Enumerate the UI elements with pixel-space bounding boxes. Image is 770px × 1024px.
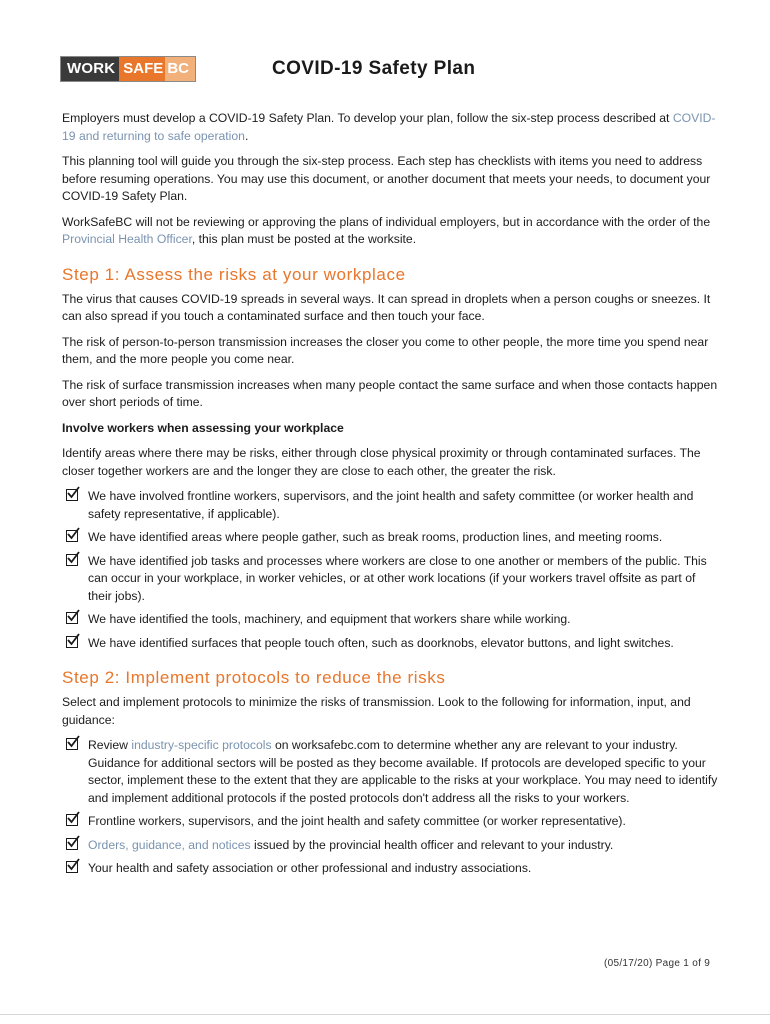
- step2-checklist: [62, 737, 718, 878]
- step1-sub-paragraph: Identify areas where there may be risks, either through close physical proximity or through contaminated surfaces. The closer together workers are and the longer they are close to each other, the greater the risk.: [62, 446, 701, 478]
- step1-paragraph: The risk of surface transmission increases when many people contact the same surface and when those contacts happen over short periods of time.: [62, 377, 718, 409]
- industry-protocols-link[interactable]: industry-specific protocols: [131, 738, 272, 752]
- checkbox-checked-icon[interactable]: [66, 838, 78, 850]
- logo-safe: SAFE: [119, 57, 165, 81]
- step2-intro: Select and implement protocols to minimize the risks of transmission. Look to the following for information, input, and guidance:: [62, 695, 691, 727]
- step1-subheading: Involve workers when assessing your workplace: [62, 420, 344, 435]
- page-footer: (05/17/20) Page 1 of 9: [604, 958, 711, 969]
- step1-checklist: [62, 488, 718, 652]
- logo-work: WORK: [61, 57, 119, 81]
- step1-paragraph: The virus that causes COVID-19 spreads in several ways. It can spread in droplets when a person coughs or sneezes. It can also spread if you touch a contaminated surface and then touch your face.: [62, 291, 711, 323]
- step1-paragraph: The risk of person-to-person transmission increases the closer you come to other people, the more time you spend near them, and the more people you come near.: [62, 334, 709, 366]
- covid-returning-link[interactable]: COVID-19 and returning to safe operation: [62, 111, 716, 143]
- checklist-item: We have identified the tools, machinery, and equipment that workers share while working.: [62, 611, 718, 629]
- header: [60, 56, 720, 86]
- checklist-item: We have involved frontline workers, supervisors, and the joint health and safety committee (or worker health and safety representative, if applicable).: [62, 488, 718, 523]
- checkbox-checked-icon[interactable]: [66, 738, 78, 750]
- page-edge-divider: [0, 1014, 770, 1015]
- orders-guidance-link[interactable]: Orders, guidance, and notices: [88, 837, 251, 852]
- step1-heading: Step 1: Assess the risks at your workplace: [62, 264, 406, 284]
- checklist-item: Orders, guidance, and notices issued by the provincial health officer and relevant to your industry.: [62, 837, 718, 855]
- intro-paragraph-1: Employers must develop a COVID-19 Safety Plan. To develop your plan, follow the six-step process described at COVID-19 and returning to safe operation.: [62, 111, 716, 143]
- checklist-item: Your health and safety association or other professional and industry associations.: [62, 860, 718, 878]
- worksafebc-logo: [60, 56, 196, 82]
- logo-bc: BC: [165, 57, 195, 81]
- checkbox-checked-icon[interactable]: [66, 861, 78, 873]
- checklist-item: Review industry-specific protocols on worksafebc.com to determine whether any are relevant to your industry. Guidance for additional sectors will be posted as they become available. If protocols are developed specific to your sector, implement these to the extent that they are applicable to the risks at your workplace. You may need to identify and implement additional protocols if the posted protocols don't address all the risks to your workers.: [62, 737, 718, 807]
- checkbox-checked-icon[interactable]: [66, 554, 78, 566]
- step2-heading: Step 2: Implement protocols to reduce the risks: [62, 668, 446, 687]
- checkbox-checked-icon[interactable]: [66, 530, 78, 542]
- checklist-item: We have identified job tasks and processes where workers are close to one another or members of the public. This can occur in your workplace, in worker vehicles, or at other work locations (if your workers travel offsite as part of their jobs).: [62, 553, 718, 606]
- intro-paragraph-2: This planning tool will guide you through the six-step process. Each step has checklists with items you need to address before resuming operations. You may use this document, or another document that meets your needs, to document your COVID-19 Safety Plan.: [62, 154, 711, 203]
- checkbox-checked-icon[interactable]: [66, 814, 78, 826]
- provincial-health-officer-link[interactable]: Provincial Health Officer: [62, 232, 192, 246]
- checklist-item: We have identified areas where people gather, such as break rooms, production lines, and meeting rooms.: [62, 529, 718, 547]
- page-title: COVID-19 Safety Plan: [272, 58, 476, 79]
- checklist-item: We have identified surfaces that people touch often, such as doorknobs, elevator buttons, and light switches.: [62, 635, 718, 653]
- checkbox-checked-icon[interactable]: [66, 489, 78, 501]
- checkbox-checked-icon[interactable]: [66, 636, 78, 648]
- checklist-item: Frontline workers, supervisors, and the joint health and safety committee (or worker representative).: [62, 813, 718, 831]
- intro-paragraph-3: WorkSafeBC will not be reviewing or approving the plans of individual employers, but in accordance with the order of the Provincial Health Officer, this plan must be posted at the worksite.: [62, 214, 711, 246]
- checkbox-checked-icon[interactable]: [66, 612, 78, 624]
- document-body: [62, 110, 718, 884]
